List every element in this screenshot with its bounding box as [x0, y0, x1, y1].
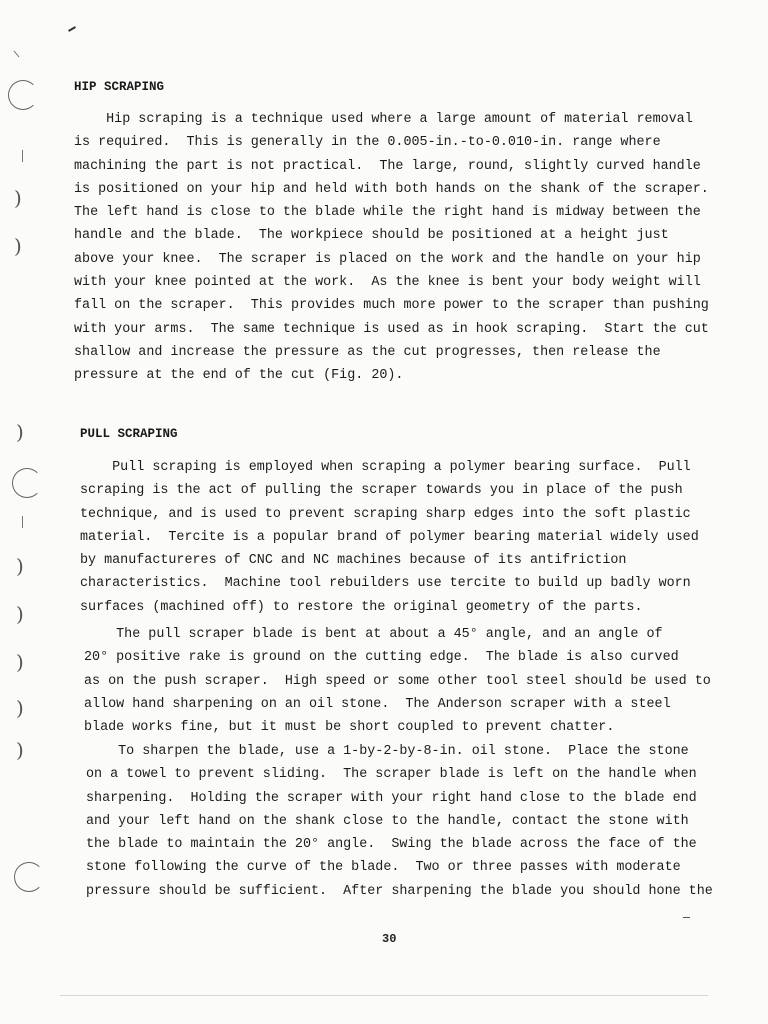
text-line: material. Tercite is a popular brand of polymer bearing material widely used [80, 529, 699, 545]
text-line: on a towel to prevent sliding. The scraper blade is left on the handle when [86, 767, 697, 783]
margin-mark: ) [16, 738, 24, 762]
margin-mark: ) [16, 696, 24, 720]
section-heading-hip-scraping: HIP SCRAPING [74, 80, 165, 94]
text-line: the blade to maintain the 20° angle. Swing the blade across the face of the [86, 837, 697, 853]
stray-mark [14, 51, 20, 58]
text-line: stone following the curve of the blade. Two or three passes with moderate [86, 860, 681, 876]
text-line: by manufactureres of CNC and NC machines because of its antifriction [80, 553, 627, 569]
margin-mark: ) [16, 650, 24, 674]
paragraph-pull-scraping-intro [80, 456, 699, 619]
text-line: scraping is the act of pulling the scraper towards you in place of the push [80, 483, 683, 499]
text-line: is positioned on your hip and held with both hands on the shank of the scraper. [74, 181, 709, 197]
scan-edge-line [60, 995, 708, 996]
text-line: with your knee pointed at the work. As the knee is bent your body weight will [74, 275, 701, 291]
text-line: surfaces (machined off) to restore the original geometry of the parts. [80, 599, 643, 615]
binder-hole [12, 468, 42, 498]
paragraph-hip-scraping [74, 108, 709, 388]
text-line: machining the part is not practical. The large, round, slightly curved handle [74, 158, 701, 174]
page-number: 30 [382, 932, 397, 946]
margin-mark: ) [16, 554, 24, 578]
text-line: handle and the blade. The workpiece should be positioned at a height just [74, 228, 669, 244]
text-line: Pull scraping is employed when scraping a polymer bearing surface. Pull [80, 460, 691, 475]
margin-tick [22, 516, 23, 528]
text-line: allow hand sharpening on an oil stone. The Anderson scraper with a steel [84, 696, 671, 712]
text-line: The pull scraper blade is bent at about a 45° angle, and an angle of [84, 627, 663, 642]
text-line: blade works fine, but it must be short coupled to prevent chatter. [84, 720, 615, 736]
margin-mark: ) [14, 186, 22, 210]
stray-mark [68, 26, 76, 32]
margin-mark: ) [16, 420, 24, 444]
text-line: 20° positive rake is ground on the cutting edge. The blade is also curved [84, 650, 679, 666]
text-line: with your arms. The same technique is used as in hook scraping. Start the cut [74, 321, 709, 337]
binder-hole [8, 80, 38, 110]
margin-mark: ) [14, 234, 22, 258]
section-heading-pull-scraping: PULL SCRAPING [80, 427, 178, 441]
text-line: and your left hand on the shank close to the handle, contact the stone with [86, 813, 689, 829]
stray-mark [683, 917, 690, 918]
binder-hole [14, 862, 44, 892]
text-line: To sharpen the blade, use a 1-by-2-by-8-in. oil stone. Place the stone [86, 744, 689, 759]
text-line: The left hand is close to the blade while the right hand is midway between the [74, 205, 701, 221]
text-line: is required. This is generally in the 0.005-in.-to-0.010-in. range where [74, 135, 661, 151]
text-line: pressure at the end of the cut (Fig. 20). [74, 368, 404, 384]
text-line: technique, and is used to prevent scraping sharp edges into the soft plastic [80, 506, 691, 522]
text-line: shallow and increase the pressure as the cut progresses, then release the [74, 344, 661, 360]
margin-mark: ) [16, 602, 24, 626]
text-line: fall on the scraper. This provides much more power to the scraper than pushing [74, 298, 709, 314]
paragraph-sharpen-blade [86, 740, 713, 903]
text-line: above your knee. The scraper is placed on the work and the handle on your hip [74, 251, 701, 267]
text-line: pressure should be sufficient. After sharpening the blade you should hone the [86, 883, 713, 899]
text-line: as on the push scraper. High speed or some other tool steel should be used to [84, 673, 711, 689]
paragraph-pull-scraper-blade [84, 623, 711, 739]
margin-tick [22, 150, 23, 162]
text-line: Hip scraping is a technique used where a large amount of material removal [74, 112, 693, 127]
text-line: characteristics. Machine tool rebuilders use tercite to build up badly worn [80, 576, 691, 592]
text-line: sharpening. Holding the scraper with your right hand close to the blade end [86, 790, 697, 806]
